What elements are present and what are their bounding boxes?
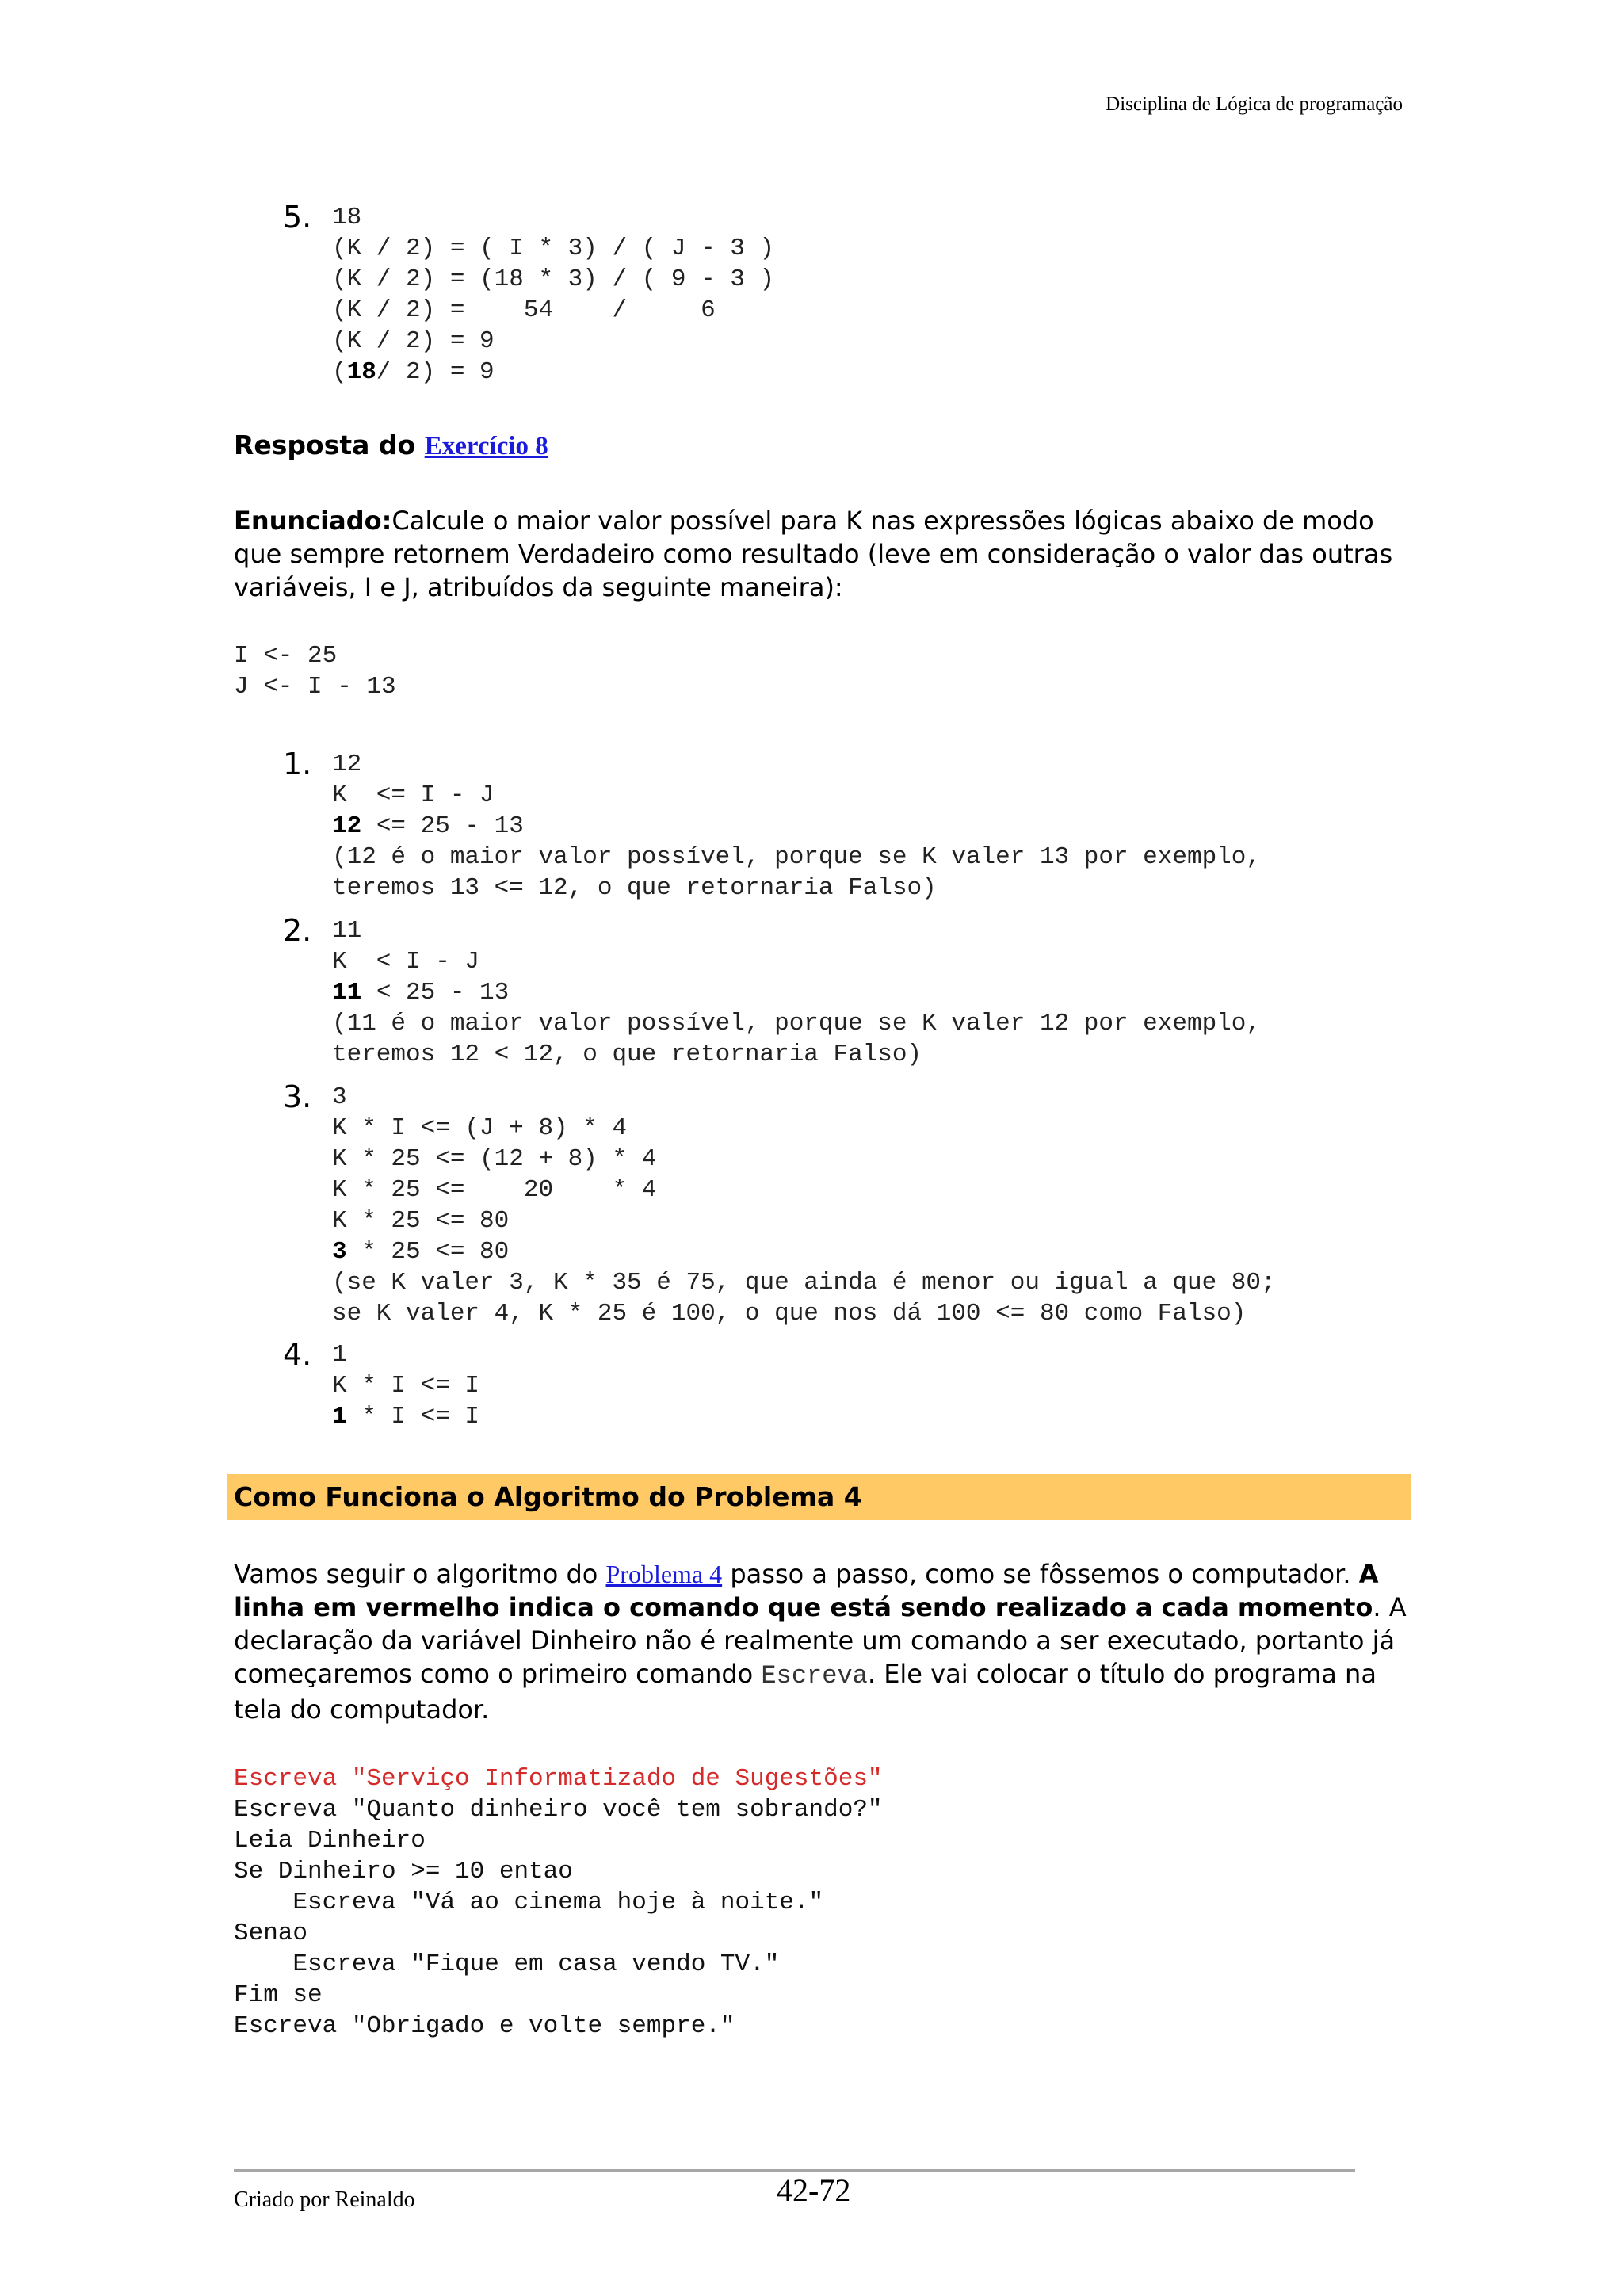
code-line: 1 * I <= I xyxy=(332,1403,480,1431)
enunciado-label: Enunciado: xyxy=(234,506,392,536)
code-line: (11 é o maior valor possível, porque se K valer 12 por exemplo, xyxy=(332,1010,1261,1037)
code-line: teremos 13 <= 12, o que retornaria Falso) xyxy=(332,874,937,902)
answer-value: 18 xyxy=(332,204,362,231)
code-line: Leia Dinheiro xyxy=(234,1827,426,1855)
code-line: Senao xyxy=(234,1920,308,1947)
list-body xyxy=(332,202,774,388)
intro-paragraph: Vamos seguir o algoritmo do Problema 4 passo a passo, como se fôssemos o computador. A linha em vermelho indica o comando que está sendo realizado a cada momento. A declaração da variável Dinheiro não é realmente um comando a ser executado, portanto já começaremos como o primeiro comando Escreva. Ele vai colocar o título do programa na tela do computador. xyxy=(234,1559,1407,1725)
code-line: Se Dinheiro >= 10 entao xyxy=(234,1858,573,1885)
code-line: 3 * 25 <= 80 xyxy=(332,1238,510,1266)
section-heading-resposta: Resposta do Exercício 8 xyxy=(234,430,548,460)
code-line: (K / 2) = (18 * 3) / ( 9 - 3 ) xyxy=(332,266,775,293)
highlighted-code-line: Escreva "Serviço Informatizado de Sugestões" xyxy=(234,1765,883,1793)
code-line: Escreva "Quanto dinheiro você tem sobrando?" xyxy=(234,1796,883,1824)
list-number: 2. xyxy=(283,913,312,948)
list-number: 3. xyxy=(283,1079,312,1114)
algorithm-code-block xyxy=(234,1763,1411,2042)
code-line: J <- I - 13 xyxy=(234,673,396,701)
code-line: (18/ 2) = 9 xyxy=(332,358,495,386)
list-number: 1. xyxy=(283,747,312,781)
exercise-link[interactable]: Exercício 8 xyxy=(424,432,548,460)
code-line: Escreva "Obrigado e volte sempre." xyxy=(234,2012,735,2040)
answer-value: 3 xyxy=(332,1083,347,1111)
code-line: K * 25 <= 80 xyxy=(332,1207,510,1235)
problem-link[interactable]: Problema 4 xyxy=(605,1560,723,1588)
code-line: (12 é o maior valor possível, porque se K valer 13 por exemplo, xyxy=(332,843,1261,871)
code-line: teremos 12 < 12, o que retornaria Falso) xyxy=(332,1041,922,1068)
footer-author: Criado por Reinaldo xyxy=(234,2187,415,2212)
code-line: K * I <= I xyxy=(332,1372,480,1400)
code-line: K < I - J xyxy=(332,948,480,976)
code-line: K * 25 <= 20 * 4 xyxy=(332,1176,657,1204)
code-line: K <= I - J xyxy=(332,781,495,809)
section-banner: Como Funciona o Algoritmo do Problema 4 xyxy=(227,1474,1411,1520)
code-line: se K valer 4, K * 25 é 100, o que nos dá 100 <= 80 como Falso) xyxy=(332,1300,1247,1328)
code-line: Fim se xyxy=(234,1981,323,2009)
answer-value: 12 xyxy=(332,751,362,778)
answer-value: 1 xyxy=(332,1341,347,1369)
code-line: (K / 2) = 54 / 6 xyxy=(332,296,716,324)
code-line: Escreva "Fique em casa vendo TV." xyxy=(234,1950,780,1978)
enunciado-paragraph: Enunciado:Calcule o maior valor possível para K nas expressões lógicas abaixo de modo que sempre retornem Verdadeiro como resultado (leve em consideração o valor das outras variáveis, I e J, atribuídos da seguinte maneira): xyxy=(234,506,1393,602)
code-line: (K / 2) = ( I * 3) / ( J - 3 ) xyxy=(332,235,775,262)
page-number: 42-72 xyxy=(777,2172,851,2208)
list-number: 4. xyxy=(283,1337,312,1372)
answer-value: 11 xyxy=(332,917,362,945)
code-line: Escreva "Vá ao cinema hoje à noite." xyxy=(234,1889,824,1916)
code-line: K * 25 <= (12 + 8) * 4 xyxy=(332,1145,657,1173)
code-line: (se K valer 3, K * 35 é 75, que ainda é menor ou igual a que 80; xyxy=(332,1269,1276,1297)
code-line: 11 < 25 - 13 xyxy=(332,979,510,1007)
list-number: 5. xyxy=(283,200,312,235)
code-line: 12 <= 25 - 13 xyxy=(332,812,524,840)
code-line: (K / 2) = 9 xyxy=(332,327,495,355)
assignment-block xyxy=(234,640,1411,702)
page-header: Disciplina de Lógica de programação xyxy=(1106,94,1403,115)
code-line: I <- 25 xyxy=(234,642,338,670)
code-line: K * I <= (J + 8) * 4 xyxy=(332,1114,628,1142)
